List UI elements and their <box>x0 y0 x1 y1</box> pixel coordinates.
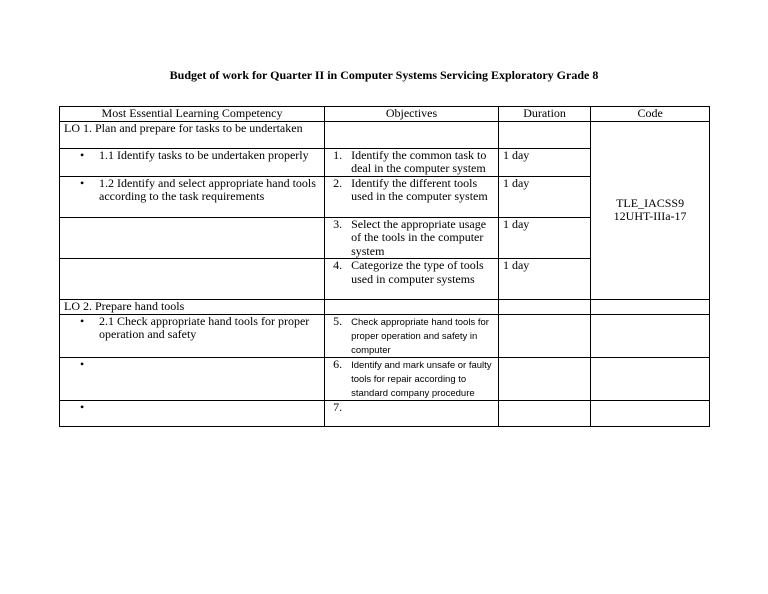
competency-cell <box>60 176 325 217</box>
objective-cell <box>325 357 499 400</box>
duration-cell-empty <box>498 357 590 400</box>
bullet-empty <box>64 358 320 372</box>
objective-number: 5. <box>333 313 343 328</box>
header-competency: Most Essential Learning Competency <box>60 107 325 122</box>
duration-cell: 1 day <box>498 148 590 176</box>
competency-cell <box>60 400 325 426</box>
objective-number: 4. <box>333 258 343 272</box>
duration-cell: 1 day <box>498 176 590 217</box>
code-cell-empty <box>591 314 710 357</box>
objective-cell-empty <box>325 300 499 315</box>
code-cell-empty <box>591 300 710 315</box>
header-code: Code <box>591 107 710 122</box>
lo1-item2: • 1.2 Identify and select appropriate hand tools according to the task requirements <box>64 177 320 204</box>
table-row <box>60 400 710 426</box>
header-objectives: Objectives <box>325 107 499 122</box>
lo1-item1: • 1.1 Identify tasks to be undertaken properly <box>64 149 320 163</box>
competency-cell-empty <box>60 217 325 259</box>
table-row <box>60 357 710 400</box>
competency-cell <box>60 357 325 400</box>
duration-cell-empty <box>498 400 590 426</box>
objective-text: Identify the common task to deal in the computer system <box>351 147 487 175</box>
table-row <box>60 314 710 357</box>
competency-cell-empty <box>60 259 325 300</box>
objective-text: Select the appropriate usage of the tools in the computer system <box>351 216 487 258</box>
table-row <box>60 121 710 148</box>
code-cell: TLE_IACSS9 12UHT-IIIa-17 <box>591 121 710 300</box>
lo2-item1: • 2.1 Check appropriate hand tools for proper operation and safety <box>64 315 320 342</box>
objective-number: 7. <box>333 399 343 414</box>
budget-table <box>59 106 710 427</box>
lo1-heading: LO 1. Plan and prepare for tasks to be undertaken <box>60 121 325 148</box>
objective-cell-empty <box>325 121 499 148</box>
objective-cell <box>325 314 499 357</box>
header-duration: Duration <box>498 107 590 122</box>
document-title: Budget of work for Quarter II in Computer Systems Servicing Exploratory Grade 8 <box>169 68 599 82</box>
objective-cell <box>325 259 499 300</box>
objective-number: 6. <box>333 356 343 371</box>
objective-cell <box>325 148 499 176</box>
code-cell-empty <box>591 357 710 400</box>
objective-text: Identify and mark unsafe or faulty tools for repair according to standard company procedure <box>351 359 492 399</box>
lo2-heading: LO 2. Prepare hand tools <box>60 300 325 315</box>
duration-cell-empty <box>498 121 590 148</box>
objective-number: 1. <box>333 147 343 162</box>
objective-text: Identify the different tools used in the computer system <box>351 175 488 203</box>
duration-cell: 1 day <box>498 217 590 259</box>
bullet-empty <box>64 401 320 415</box>
objective-cell <box>325 176 499 217</box>
code-cell-empty <box>591 400 710 426</box>
objective-cell <box>325 217 499 259</box>
duration-cell: 1 day <box>498 259 590 300</box>
objective-number: 3. <box>333 216 343 231</box>
competency-cell <box>60 314 325 357</box>
competency-cell <box>60 148 325 176</box>
objective-text: Check appropriate hand tools for proper operation and safety in computer <box>351 316 489 356</box>
table-row <box>60 300 710 315</box>
objective-cell <box>325 400 499 426</box>
header-row <box>60 107 710 122</box>
duration-cell-empty <box>498 314 590 357</box>
duration-cell-empty <box>498 300 590 315</box>
objective-text: Categorize the type of tools used in computer systems <box>351 258 484 286</box>
objective-number: 2. <box>333 175 343 190</box>
